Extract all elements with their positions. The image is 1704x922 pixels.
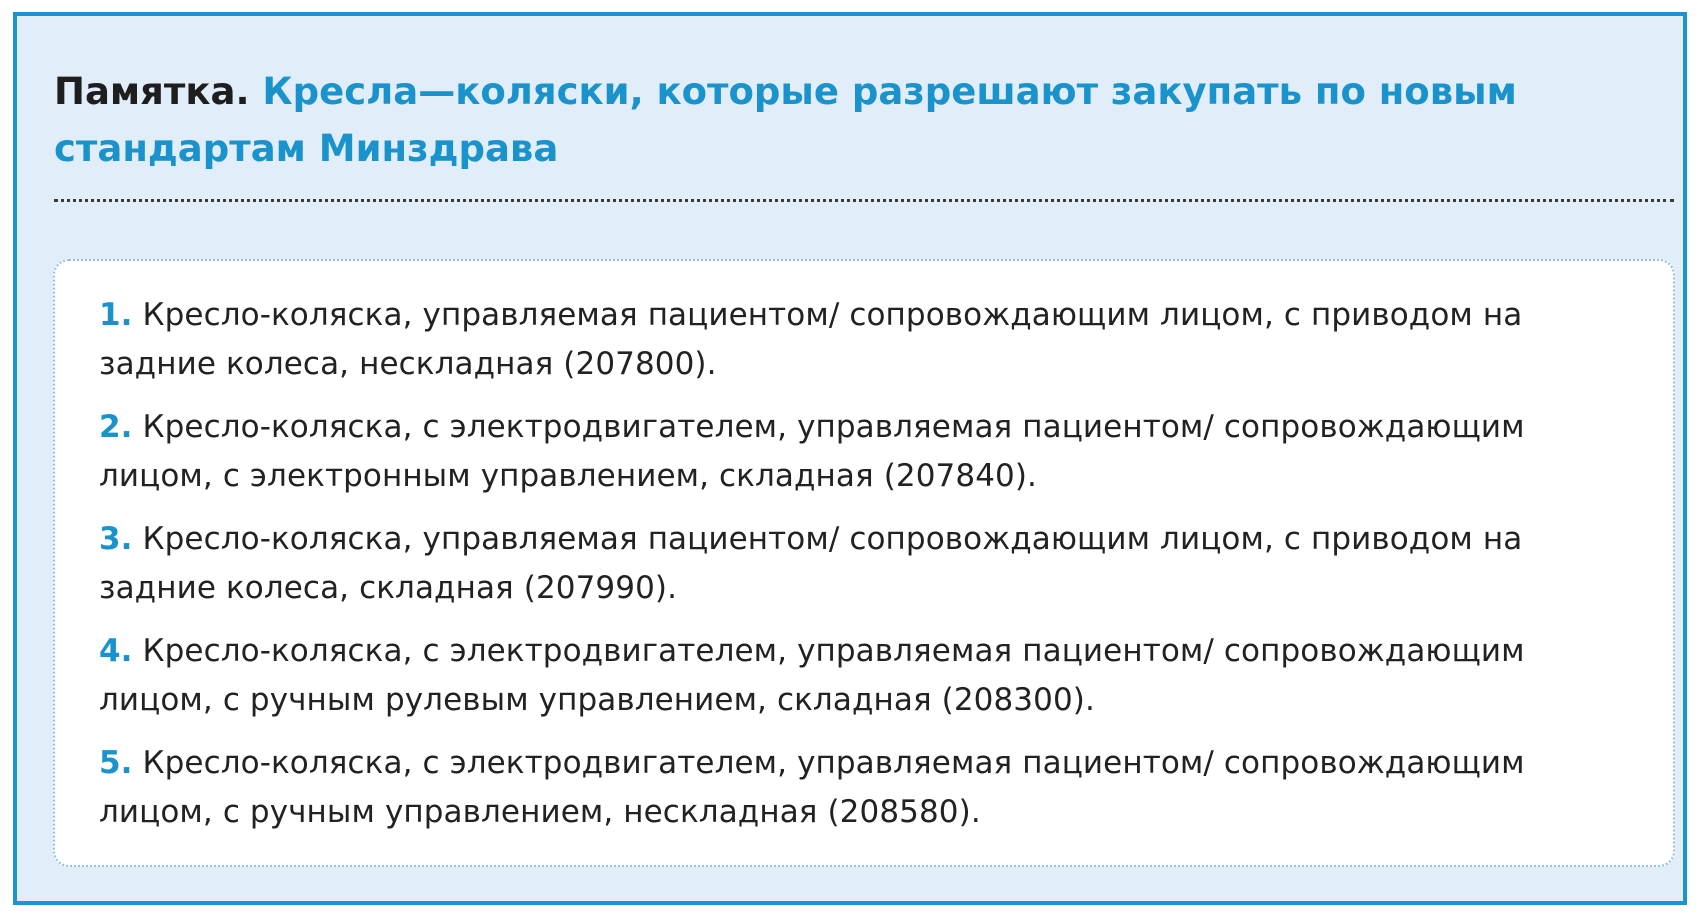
item-text: Кресло-коляска, управляемая пациентом/ сопровождающим лицом, с приводом на задние колеса, складная (207990). xyxy=(99,521,1523,606)
wheelchair-list xyxy=(99,291,1639,851)
item-number: 5. xyxy=(99,745,133,781)
memo-title-topic: Кресла—коляски, которые разрешают закупать по новым стандартам Минздрава xyxy=(54,70,1517,170)
memo-title-lead: Памятка. xyxy=(54,70,250,113)
item-text: Кресло-коляска, управляемая пациентом/ сопровождающим лицом, с приводом на задние колеса, нескладная (207800). xyxy=(99,297,1523,382)
list-item xyxy=(99,403,1639,501)
list-item xyxy=(99,291,1639,389)
item-number: 4. xyxy=(99,633,133,669)
item-number: 3. xyxy=(99,521,133,557)
list-item xyxy=(99,739,1639,837)
dotted-divider xyxy=(54,199,1674,202)
list-item xyxy=(99,515,1639,613)
memo-title xyxy=(54,63,1614,177)
item-number: 1. xyxy=(99,297,133,333)
item-text: Кресло-коляска, с электродвигателем, управляемая пациентом/ сопровождающим лицом, с ручным рулевым управлением, складная (208300). xyxy=(99,633,1525,718)
wheelchair-list-panel xyxy=(53,259,1675,867)
memo-card xyxy=(13,12,1687,905)
item-text: Кресло-коляска, с электродвигателем, управляемая пациентом/ сопровождающим лицом, с электронным управлением, складная (207840). xyxy=(99,409,1525,494)
item-text: Кресло-коляска, с электродвигателем, управляемая пациентом/ сопровождающим лицом, с ручным управлением, нескладная (208580). xyxy=(99,745,1525,830)
list-item xyxy=(99,627,1639,725)
item-number: 2. xyxy=(99,409,133,445)
